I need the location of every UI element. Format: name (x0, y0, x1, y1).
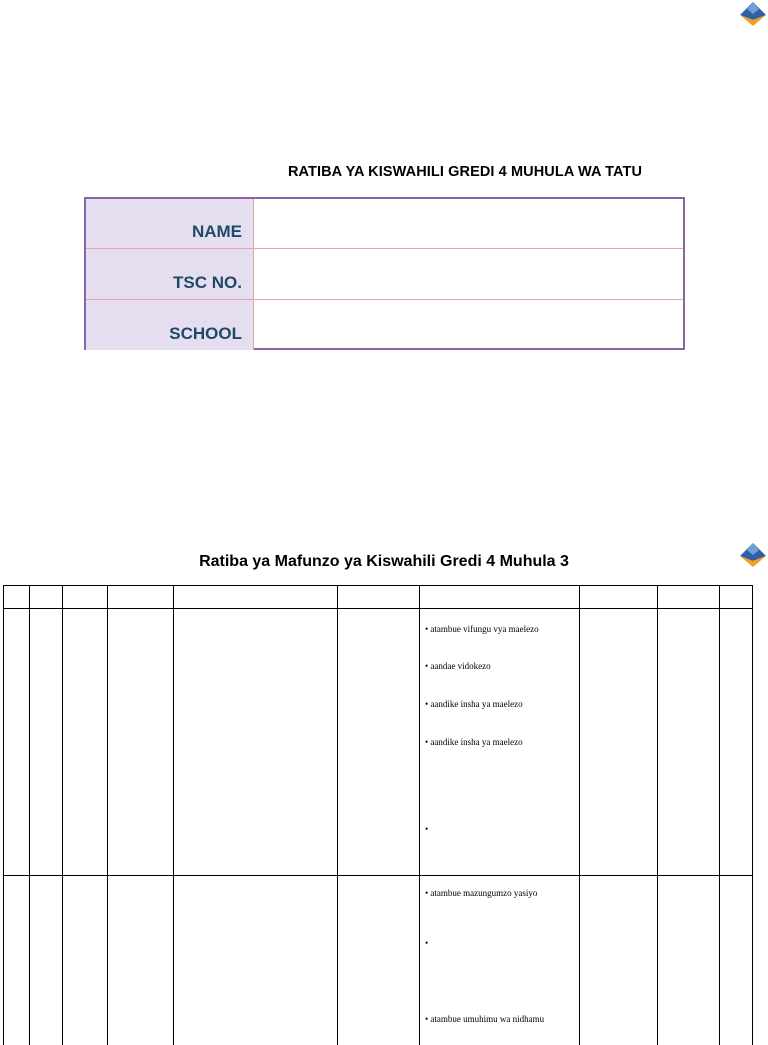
table-col-line (173, 585, 174, 1045)
teacher-info-table (84, 197, 685, 350)
outcome-item: • (425, 824, 429, 834)
logo-icon (738, 541, 768, 569)
outcome-item: • aandae vidokezo (425, 661, 491, 671)
table-col-line (579, 585, 580, 1045)
cover-title: RATIBA YA KISWAHILI GREDI 4 MUHULA WA TATU (287, 164, 643, 180)
outcome-item: • atambue vifungu vya maelezo (425, 624, 539, 634)
outcome-item: • aandike insha ya maelezo (425, 737, 523, 747)
tsc-no-field[interactable] (254, 249, 683, 298)
info-row-name (86, 199, 683, 249)
outcome-item: • (425, 938, 429, 948)
table-col-line (719, 585, 720, 1045)
table-col-line (752, 585, 753, 1045)
school-field[interactable] (254, 300, 683, 350)
outcome-item: • aandike insha ya maelezo (425, 699, 523, 709)
name-field[interactable] (254, 199, 683, 248)
schedule-table (3, 585, 753, 1045)
info-row-tsc (86, 249, 683, 299)
schedule-title: Ratiba ya Mafunzo ya Kiswahili Gredi 4 Muhula 3 (199, 553, 569, 570)
table-col-line (657, 585, 658, 1045)
tsc-no-label: TSC NO. (86, 249, 254, 298)
table-row-line (3, 585, 753, 586)
table-col-line (107, 585, 108, 1045)
info-row-school (86, 300, 683, 350)
table-row-line (3, 875, 753, 876)
table-row-line (3, 608, 753, 609)
table-col-line (337, 585, 338, 1045)
school-label: SCHOOL (86, 300, 254, 350)
logo-icon (738, 0, 768, 28)
outcome-item: • atambue mazungumzo yasiyo (425, 888, 538, 898)
table-col-line (419, 585, 420, 1045)
table-col-line (3, 585, 4, 1045)
outcome-item: • atambue umuhimu wa nidhamu (425, 1014, 545, 1024)
name-label: NAME (86, 199, 254, 248)
table-col-line (29, 585, 30, 1045)
table-col-line (62, 585, 63, 1045)
